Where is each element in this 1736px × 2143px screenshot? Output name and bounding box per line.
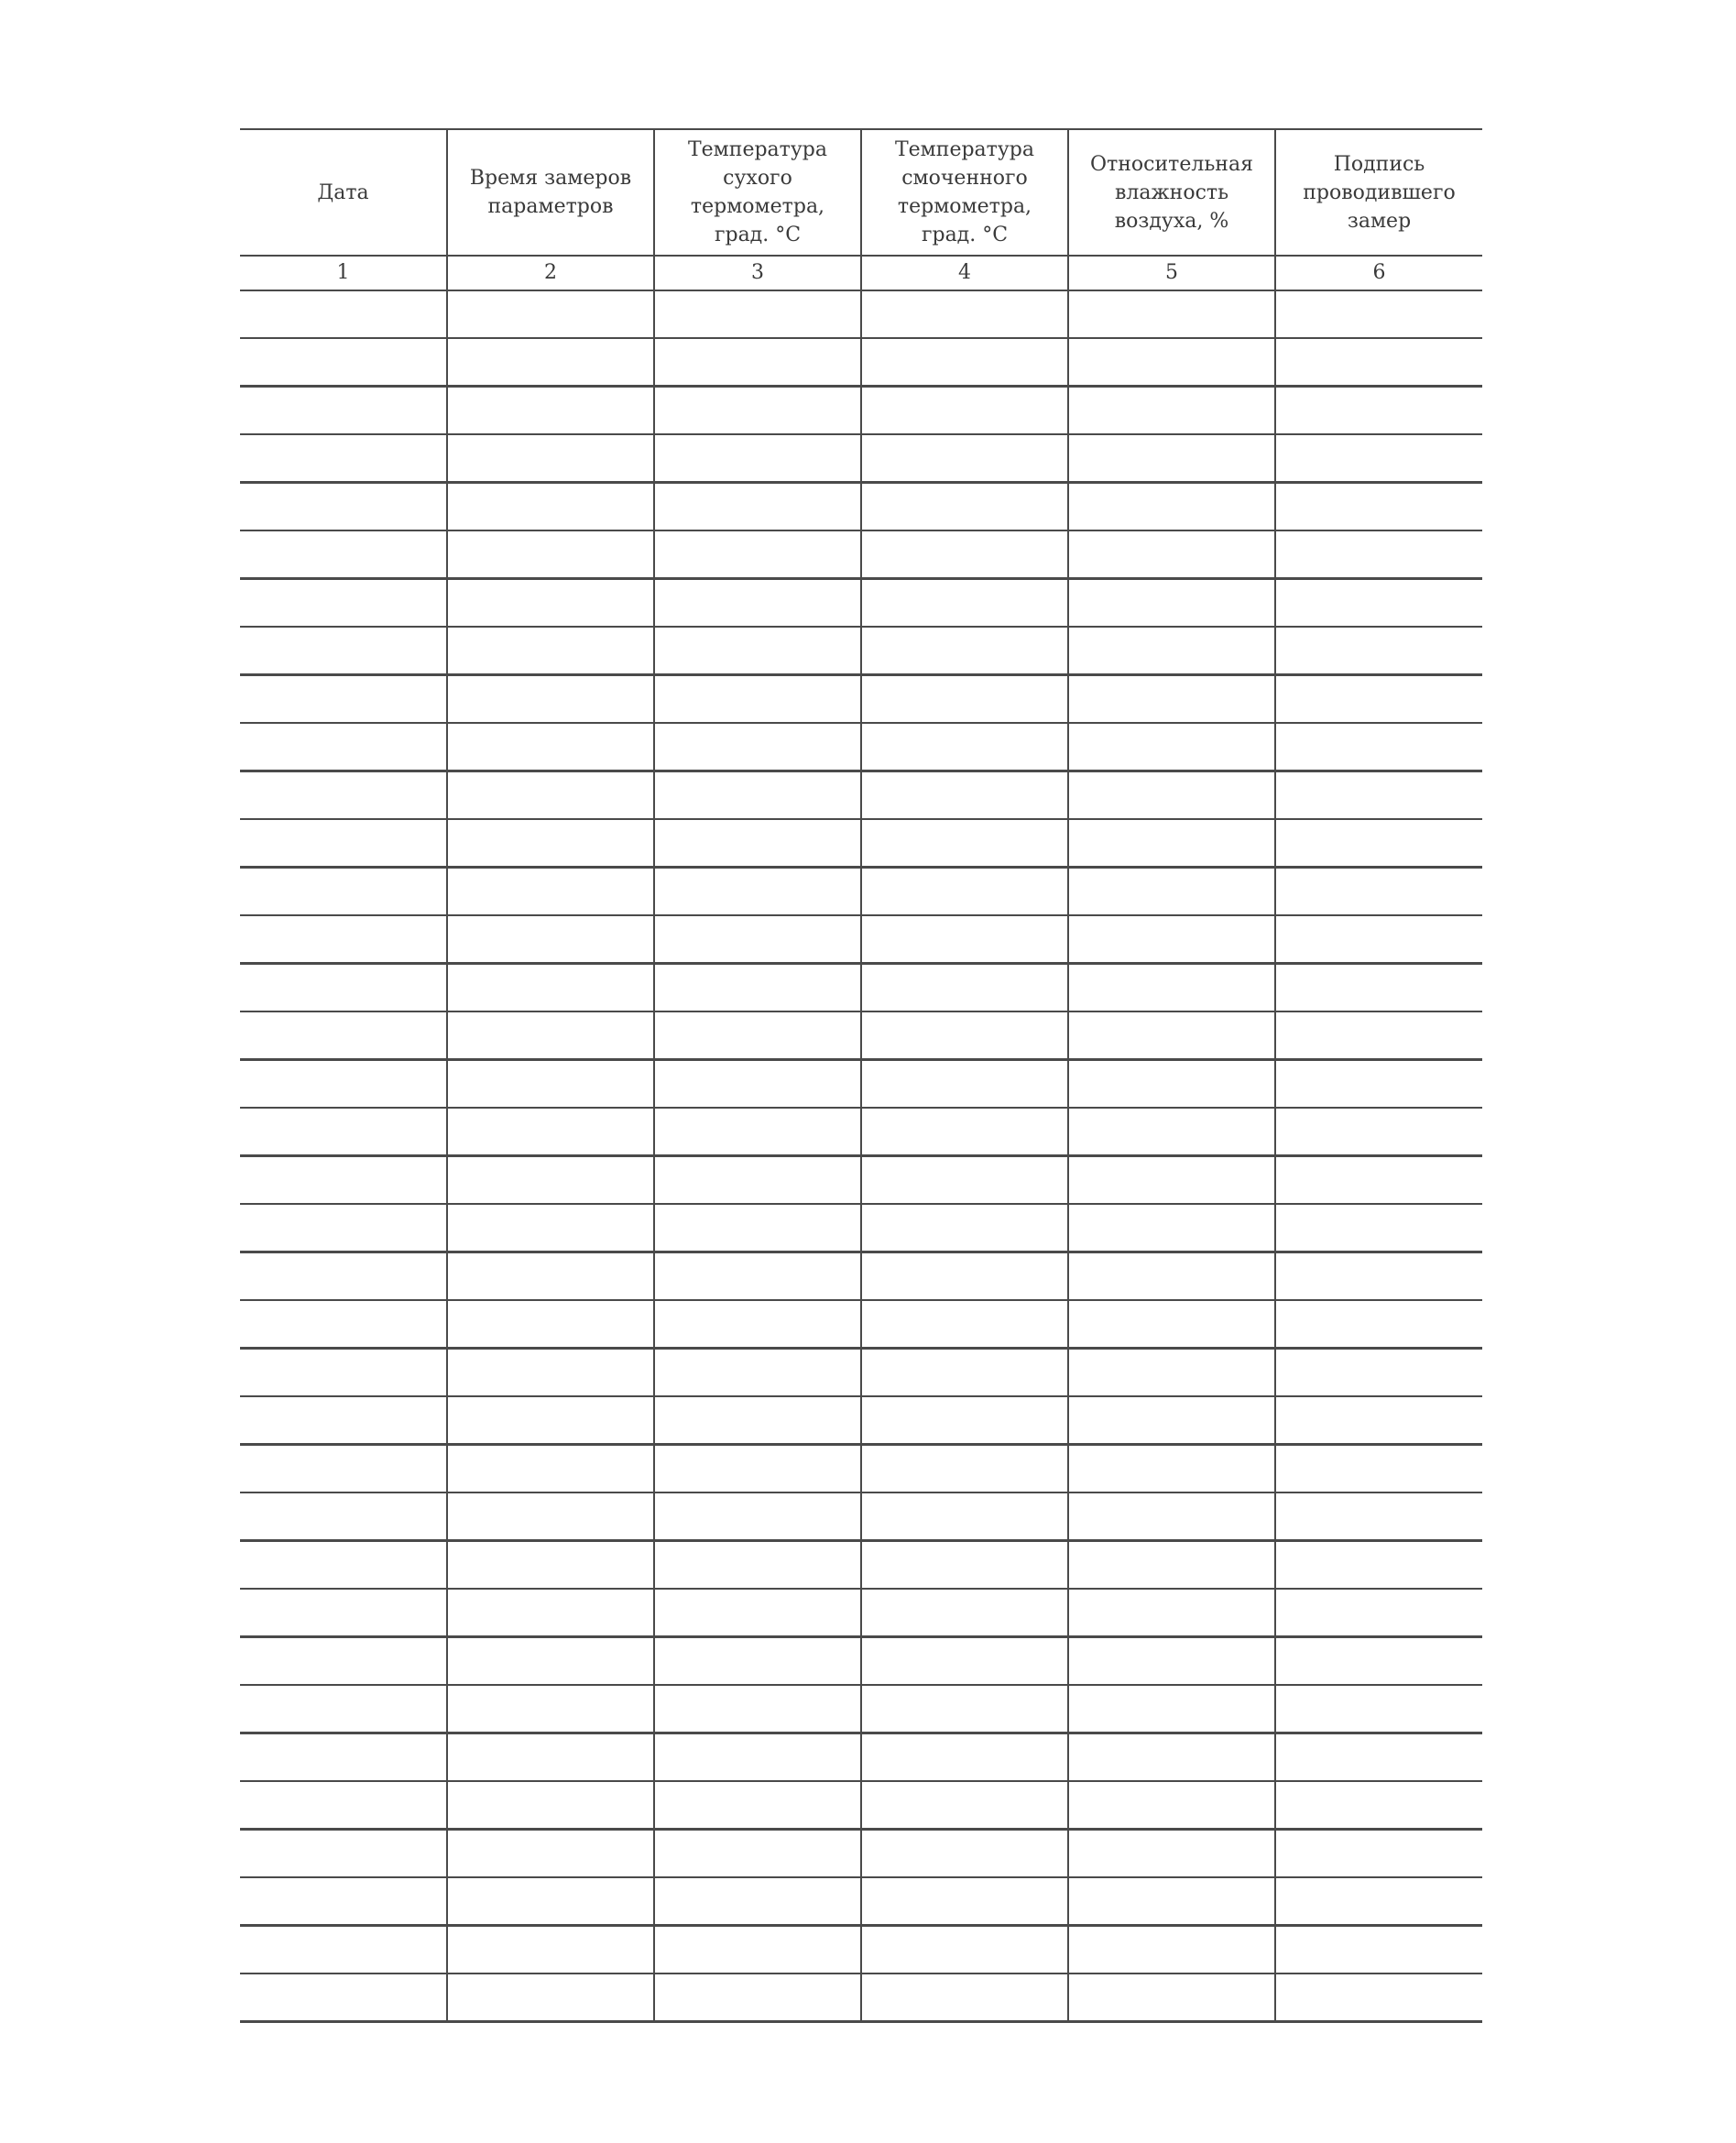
table-cell[interactable] <box>1275 1156 1482 1205</box>
table-cell[interactable] <box>1068 1830 1275 1878</box>
table-cell[interactable] <box>1068 1445 1275 1493</box>
table-cell[interactable] <box>654 483 861 531</box>
table-cell[interactable] <box>654 338 861 387</box>
table-cell[interactable] <box>240 434 447 483</box>
table-cell[interactable] <box>861 1733 1068 1782</box>
table-cell[interactable] <box>447 1060 654 1109</box>
table-cell[interactable] <box>1275 868 1482 916</box>
table-cell[interactable] <box>861 1060 1068 1109</box>
table-row <box>240 1445 1482 1493</box>
table-cell[interactable] <box>240 627 447 675</box>
table-cell[interactable] <box>861 1108 1068 1156</box>
table-cell[interactable] <box>654 1926 861 1974</box>
table-cell[interactable] <box>654 579 861 628</box>
table-row <box>240 1781 1482 1830</box>
table-cell[interactable] <box>447 530 654 579</box>
table-cell[interactable] <box>240 771 447 820</box>
table-cell[interactable] <box>1068 1974 1275 2022</box>
table-cell[interactable] <box>1275 627 1482 675</box>
table-cell[interactable] <box>654 530 861 579</box>
table-cell[interactable] <box>861 387 1068 435</box>
table-cell[interactable] <box>861 868 1068 916</box>
table-cell[interactable] <box>654 1060 861 1109</box>
table-row <box>240 290 1482 338</box>
table-cell[interactable] <box>447 675 654 724</box>
table-row <box>240 1541 1482 1590</box>
table-cell[interactable] <box>240 1637 447 1686</box>
table-row <box>240 338 1482 387</box>
column-number: 1 <box>240 256 447 290</box>
table-cell[interactable] <box>240 819 447 868</box>
table-cell[interactable] <box>1068 1781 1275 1830</box>
table-cell[interactable] <box>447 483 654 531</box>
table-row <box>240 627 1482 675</box>
table-cell[interactable] <box>1275 1349 1482 1397</box>
table-cell[interactable] <box>240 1733 447 1782</box>
table-cell[interactable] <box>240 579 447 628</box>
table-cell[interactable] <box>240 387 447 435</box>
table-cell[interactable] <box>1068 819 1275 868</box>
table-cell[interactable] <box>447 1877 654 1926</box>
table-cell[interactable] <box>240 1108 447 1156</box>
table-cell[interactable] <box>654 1445 861 1493</box>
table-cell[interactable] <box>654 1011 861 1060</box>
table-cell[interactable] <box>447 1589 654 1637</box>
table-cell[interactable] <box>1275 1733 1482 1782</box>
table-cell[interactable] <box>1275 1204 1482 1252</box>
table-row <box>240 1830 1482 1878</box>
table-cell[interactable] <box>240 1396 447 1445</box>
table-cell[interactable] <box>240 1974 447 2022</box>
table-row <box>240 771 1482 820</box>
table-cell[interactable] <box>1068 1060 1275 1109</box>
table-row <box>240 915 1482 964</box>
table-cell[interactable] <box>861 1926 1068 1974</box>
table-cell[interactable] <box>1068 387 1275 435</box>
table-cell[interactable] <box>1068 1492 1275 1541</box>
table-cell[interactable] <box>1068 627 1275 675</box>
table-cell[interactable] <box>447 627 654 675</box>
table-cell[interactable] <box>654 1396 861 1445</box>
table-cell[interactable] <box>240 723 447 771</box>
header-relative-humidity: Относительная влажность воздуха, % <box>1068 129 1275 256</box>
table-row <box>240 1589 1482 1637</box>
table-cell[interactable] <box>861 338 1068 387</box>
table-cell[interactable] <box>654 1300 861 1349</box>
table-cell[interactable] <box>1275 771 1482 820</box>
table-cell[interactable] <box>447 387 654 435</box>
header-wet-thermometer-temp: Температура смоченного термометра, град. °С <box>861 129 1068 256</box>
table-cell[interactable] <box>861 1011 1068 1060</box>
table-cell[interactable] <box>447 771 654 820</box>
table-cell[interactable] <box>240 1445 447 1493</box>
table-cell[interactable] <box>1068 434 1275 483</box>
table-cell[interactable] <box>240 290 447 338</box>
table-cell[interactable] <box>240 1060 447 1109</box>
table-row <box>240 1637 1482 1686</box>
table-cell[interactable] <box>861 1781 1068 1830</box>
table-row <box>240 964 1482 1012</box>
table-cell[interactable] <box>1275 1685 1482 1733</box>
table-cell[interactable] <box>1068 1108 1275 1156</box>
table-cell[interactable] <box>654 1637 861 1686</box>
table-row <box>240 1926 1482 1974</box>
table-cell[interactable] <box>654 1830 861 1878</box>
table-cell[interactable] <box>654 1252 861 1301</box>
table-cell[interactable] <box>654 1781 861 1830</box>
table-cell[interactable] <box>447 1541 654 1590</box>
table-row <box>240 483 1482 531</box>
table-row <box>240 1396 1482 1445</box>
table-row <box>240 1349 1482 1397</box>
column-number: 5 <box>1068 256 1275 290</box>
table-cell[interactable] <box>447 1252 654 1301</box>
table-row <box>240 387 1482 435</box>
table-cell[interactable] <box>240 530 447 579</box>
table-cell[interactable] <box>240 1300 447 1349</box>
table-cell[interactable] <box>654 290 861 338</box>
table-cell[interactable] <box>240 1492 447 1541</box>
table-cell[interactable] <box>240 1156 447 1205</box>
table-cell[interactable] <box>654 1733 861 1782</box>
table-cell[interactable] <box>240 1589 447 1637</box>
table-row <box>240 434 1482 483</box>
table-cell[interactable] <box>654 387 861 435</box>
table-cell[interactable] <box>1275 1011 1482 1060</box>
table-cell[interactable] <box>1068 1877 1275 1926</box>
table-cell[interactable] <box>654 1204 861 1252</box>
table-cell[interactable] <box>1275 819 1482 868</box>
table-cell[interactable] <box>240 1204 447 1252</box>
table-cell[interactable] <box>447 1204 654 1252</box>
table-cell[interactable] <box>240 915 447 964</box>
table-row <box>240 1974 1482 2022</box>
header-dry-thermometer-temp: Температура сухого термометра, град. °С <box>654 129 861 256</box>
table-cell[interactable] <box>861 1349 1068 1397</box>
table-cell[interactable] <box>447 819 654 868</box>
table-cell[interactable] <box>861 627 1068 675</box>
table-row <box>240 579 1482 628</box>
table-cell[interactable] <box>1275 1830 1482 1878</box>
table-row <box>240 723 1482 771</box>
table-cell[interactable] <box>861 675 1068 724</box>
table-cell[interactable] <box>1068 1396 1275 1445</box>
table-cell[interactable] <box>1275 1445 1482 1493</box>
table-cell[interactable] <box>861 1877 1068 1926</box>
table-cell[interactable] <box>861 579 1068 628</box>
table-cell[interactable] <box>1275 1541 1482 1590</box>
table-cell[interactable] <box>447 1445 654 1493</box>
table-cell[interactable] <box>1275 1926 1482 1974</box>
table-cell[interactable] <box>1275 1060 1482 1109</box>
table-cell[interactable] <box>240 964 447 1012</box>
table-cell[interactable] <box>447 338 654 387</box>
column-number: 6 <box>1275 256 1482 290</box>
table-cell[interactable] <box>447 723 654 771</box>
table-cell[interactable] <box>447 1300 654 1349</box>
table-cell[interactable] <box>861 290 1068 338</box>
table-cell[interactable] <box>861 1492 1068 1541</box>
table-row <box>240 1685 1482 1733</box>
table-cell[interactable] <box>1275 1974 1482 2022</box>
table-cell[interactable] <box>1068 915 1275 964</box>
table-row <box>240 1252 1482 1301</box>
table-cell[interactable] <box>447 1830 654 1878</box>
table-row <box>240 1156 1482 1205</box>
table-cell[interactable] <box>861 1541 1068 1590</box>
table-cell[interactable] <box>447 434 654 483</box>
table-cell[interactable] <box>447 290 654 338</box>
table-cell[interactable] <box>1275 1300 1482 1349</box>
column-number: 3 <box>654 256 861 290</box>
table-cell[interactable] <box>1068 868 1275 916</box>
table-row <box>240 868 1482 916</box>
table-cell[interactable] <box>447 579 654 628</box>
table-cell[interactable] <box>654 1156 861 1205</box>
header-date: Дата <box>240 129 447 256</box>
table-cell[interactable] <box>654 868 861 916</box>
table-cell[interactable] <box>240 1252 447 1301</box>
table-cell[interactable] <box>447 1108 654 1156</box>
table-cell[interactable] <box>447 868 654 916</box>
table-cell[interactable] <box>1068 964 1275 1012</box>
table-cell[interactable] <box>447 1685 654 1733</box>
table-cell[interactable] <box>447 1349 654 1397</box>
table-cell[interactable] <box>1275 530 1482 579</box>
table-cell[interactable] <box>1275 1877 1482 1926</box>
table-cell[interactable] <box>1068 1926 1275 1974</box>
table-cell[interactable] <box>654 915 861 964</box>
header-signature: Подпись проводившего замер <box>1275 129 1482 256</box>
table-row <box>240 1204 1482 1252</box>
table-cell[interactable] <box>240 1011 447 1060</box>
table-cell[interactable] <box>1068 1685 1275 1733</box>
table-cell[interactable] <box>861 1685 1068 1733</box>
table-row <box>240 1733 1482 1782</box>
table-cell[interactable] <box>861 483 1068 531</box>
table-cell[interactable] <box>654 1349 861 1397</box>
table-cell[interactable] <box>1068 1541 1275 1590</box>
table-row <box>240 1300 1482 1349</box>
table-cell[interactable] <box>654 1589 861 1637</box>
table-cell[interactable] <box>861 915 1068 964</box>
column-number: 2 <box>447 256 654 290</box>
table-cell[interactable] <box>1068 1300 1275 1349</box>
table-cell[interactable] <box>861 1204 1068 1252</box>
table-cell[interactable] <box>1068 771 1275 820</box>
table-cell[interactable] <box>447 1926 654 1974</box>
table-cell[interactable] <box>861 723 1068 771</box>
measurement-log-table <box>240 128 1482 2023</box>
table-cell[interactable] <box>1068 1589 1275 1637</box>
table-cell[interactable] <box>1068 1637 1275 1686</box>
table-cell[interactable] <box>240 1781 447 1830</box>
table-cell[interactable] <box>861 434 1068 483</box>
table-cell[interactable] <box>240 1926 447 1974</box>
table-cell[interactable] <box>240 1349 447 1397</box>
table-row <box>240 819 1482 868</box>
table-cell[interactable] <box>861 819 1068 868</box>
table-cell[interactable] <box>240 338 447 387</box>
table-cell[interactable] <box>447 1396 654 1445</box>
table-cell[interactable] <box>1068 530 1275 579</box>
table-cell[interactable] <box>861 1156 1068 1205</box>
table-cell[interactable] <box>447 1733 654 1782</box>
table-cell[interactable] <box>654 964 861 1012</box>
table-cell[interactable] <box>1068 1011 1275 1060</box>
table-cell[interactable] <box>861 1445 1068 1493</box>
table-row <box>240 530 1482 579</box>
table-cell[interactable] <box>447 964 654 1012</box>
table-cell[interactable] <box>1068 1156 1275 1205</box>
table-cell[interactable] <box>1275 579 1482 628</box>
table-cell[interactable] <box>240 1685 447 1733</box>
table-row <box>240 1060 1482 1109</box>
table-cell[interactable] <box>240 868 447 916</box>
table-cell[interactable] <box>654 1492 861 1541</box>
table-cell[interactable] <box>1068 483 1275 531</box>
table-cell[interactable] <box>654 819 861 868</box>
table-cell[interactable] <box>861 1830 1068 1878</box>
table-row <box>240 1492 1482 1541</box>
table-cell[interactable] <box>654 675 861 724</box>
table-cell[interactable] <box>1275 1108 1482 1156</box>
table-cell[interactable] <box>1275 387 1482 435</box>
table-cell[interactable] <box>861 1974 1068 2022</box>
table-cell[interactable] <box>1275 964 1482 1012</box>
table-cell[interactable] <box>654 723 861 771</box>
table-cell[interactable] <box>1275 915 1482 964</box>
table-cell[interactable] <box>240 483 447 531</box>
table-cell[interactable] <box>654 771 861 820</box>
table-cell[interactable] <box>1068 338 1275 387</box>
table-cell[interactable] <box>861 771 1068 820</box>
table-row <box>240 1011 1482 1060</box>
table-cell[interactable] <box>654 1974 861 2022</box>
table-cell[interactable] <box>861 1300 1068 1349</box>
table-cell[interactable] <box>1275 290 1482 338</box>
table-cell[interactable] <box>240 1877 447 1926</box>
table-cell[interactable] <box>654 1541 861 1590</box>
table-cell[interactable] <box>861 530 1068 579</box>
header-row <box>240 129 1482 256</box>
table-cell[interactable] <box>1275 1396 1482 1445</box>
table-cell[interactable] <box>240 1541 447 1590</box>
table-cell[interactable] <box>1275 483 1482 531</box>
table-cell[interactable] <box>1275 723 1482 771</box>
column-number-row <box>240 256 1482 290</box>
table-cell[interactable] <box>1275 338 1482 387</box>
table-cell[interactable] <box>447 1974 654 2022</box>
table-cell[interactable] <box>861 1637 1068 1686</box>
table-cell[interactable] <box>654 1685 861 1733</box>
table-body <box>240 256 1482 2022</box>
table-cell[interactable] <box>1275 1589 1482 1637</box>
table-cell[interactable] <box>447 1637 654 1686</box>
table-cell[interactable] <box>1275 1252 1482 1301</box>
table-row <box>240 1877 1482 1926</box>
table-row <box>240 1108 1482 1156</box>
table-cell[interactable] <box>1068 1733 1275 1782</box>
table-cell[interactable] <box>1068 1252 1275 1301</box>
table-cell[interactable] <box>1068 675 1275 724</box>
table-cell[interactable] <box>654 434 861 483</box>
table-cell[interactable] <box>447 1011 654 1060</box>
table-cell[interactable] <box>861 1396 1068 1445</box>
table-row <box>240 675 1482 724</box>
table-cell[interactable] <box>1068 579 1275 628</box>
table-cell[interactable] <box>240 1830 447 1878</box>
table-cell[interactable] <box>654 627 861 675</box>
column-number: 4 <box>861 256 1068 290</box>
table-cell[interactable] <box>1275 1637 1482 1686</box>
table-cell[interactable] <box>1068 1349 1275 1397</box>
table-cell[interactable] <box>1275 675 1482 724</box>
table-cell[interactable] <box>447 1492 654 1541</box>
table-cell[interactable] <box>1068 290 1275 338</box>
table-cell[interactable] <box>447 1781 654 1830</box>
header-measurement-time: Время замеров параметров <box>447 129 654 256</box>
table-cell[interactable] <box>1275 434 1482 483</box>
table-cell[interactable] <box>861 1589 1068 1637</box>
table-cell[interactable] <box>1275 1781 1482 1830</box>
table-cell[interactable] <box>861 964 1068 1012</box>
table-cell[interactable] <box>1275 1492 1482 1541</box>
table-cell[interactable] <box>1068 1204 1275 1252</box>
table-cell[interactable] <box>240 675 447 724</box>
table-cell[interactable] <box>1068 723 1275 771</box>
table-cell[interactable] <box>447 1156 654 1205</box>
table-cell[interactable] <box>654 1877 861 1926</box>
table-cell[interactable] <box>861 1252 1068 1301</box>
table-cell[interactable] <box>447 915 654 964</box>
table-cell[interactable] <box>654 1108 861 1156</box>
